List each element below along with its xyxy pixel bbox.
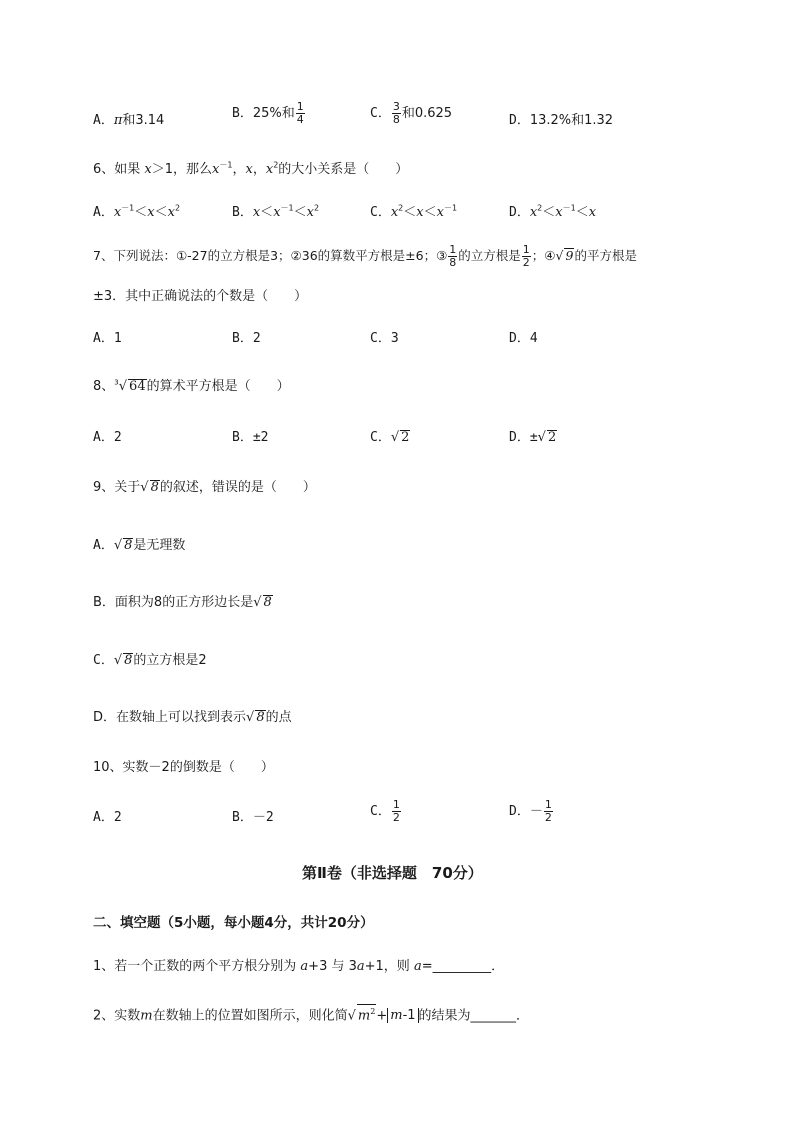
q9-stem: 9、关于√ 8的叙述，错误的是（ ） bbox=[93, 480, 316, 495]
q5-option-b-fraction: $\frac{1}{4}$ bbox=[296, 100, 304, 126]
q7-option-d: D．4 bbox=[509, 331, 538, 346]
q7-option-a: A．1 bbox=[93, 331, 122, 346]
q5-option-a-text: 和3.14 bbox=[122, 113, 165, 128]
q10-option-d: D．－ $\frac{1}{2}$ bbox=[509, 798, 552, 824]
fill-in-section-title: 二、填空题（5小题，每小题4分，共计20分） bbox=[93, 915, 374, 931]
q5-option-d-label: D． bbox=[509, 113, 530, 128]
q7-option-c: C．3 bbox=[370, 331, 399, 346]
q5-option-d bbox=[509, 109, 613, 128]
q5-option-c bbox=[370, 101, 452, 126]
q9-option-a: A．√ 8是无理数 bbox=[93, 538, 186, 553]
q10-option-b: B．－2 bbox=[232, 810, 274, 825]
part-two-title: 第Ⅱ卷（非选择题 70分） bbox=[302, 864, 483, 882]
q5-option-a-pi: π bbox=[113, 113, 123, 128]
fill-question-2: 2、实数m在数轴上的位置如图所示，则化简√ $m^2+ m-1$ 的结果为_______． bbox=[93, 1004, 529, 1023]
q8-option-d: D．±√ 2 bbox=[509, 430, 557, 445]
q6-option-b: B．$x<x^{-1}<x^2$ bbox=[232, 203, 320, 220]
q5-option-c-label: C． bbox=[370, 106, 391, 121]
q10-option-c: C． $\frac{1}{2}$ bbox=[370, 798, 400, 824]
q6-stem: 6、如果 x＞1，那么$x^{-1}$，x，$x^2$的大小关系是（ ） bbox=[93, 160, 409, 177]
q5-option-b-text: 25%和 bbox=[252, 106, 295, 121]
q7-stem-line1: 7、下列说法：①-27的立方根是3；②36的算数平方根是±6；③ $\frac{1}{8}$ 的立方根是 $\frac{1}{2}$ ；④√ 9的平方根是 bbox=[93, 243, 637, 269]
q5-option-b bbox=[232, 101, 306, 126]
q7-option-b: B．2 bbox=[232, 331, 261, 346]
q5-option-d-text: 13.2%和1.32 bbox=[529, 113, 614, 128]
q6-option-a: A．$x^{-1}<x<x^2$ bbox=[93, 203, 181, 220]
q9-option-b: B．面积为8的正方形边长是√ 8 bbox=[93, 595, 272, 610]
q7-stem-line2: ±3．其中正确说法的个数是（ ） bbox=[93, 289, 308, 304]
q8-option-c: C．√ 2 bbox=[370, 430, 410, 445]
q9-option-d: D．在数轴上可以找到表示√ 8的点 bbox=[93, 710, 292, 725]
q9-option-c: C．√ 8的立方根是2 bbox=[93, 653, 207, 668]
fill-question-1: 1、若一个正数的两个平方根分别为 a+3 与 3a+1，则 a=_________． bbox=[93, 959, 505, 974]
q8-stem: 8、$^3$√ 64的算术平方根是（ ） bbox=[93, 378, 290, 394]
q8-option-a: A．2 bbox=[93, 430, 122, 445]
q5-option-a-label: A． bbox=[93, 113, 114, 128]
q10-stem: 10、实数－2的倒数是（ ） bbox=[93, 760, 274, 775]
q5-option-b-label: B． bbox=[232, 106, 253, 121]
q6-option-c: C．$x^2<x<x^{-1}$ bbox=[370, 203, 458, 220]
q8-option-b: B．±2 bbox=[232, 430, 269, 445]
q5-option-c-text: 和0.625 bbox=[401, 106, 453, 121]
q5-option-c-fraction: $\frac{3}{8}$ bbox=[392, 100, 400, 126]
q6-option-d: D．$x^2<x^{-1}<x$ bbox=[509, 203, 597, 220]
q5-option-a bbox=[93, 109, 164, 128]
q10-option-a: A．2 bbox=[93, 810, 122, 825]
